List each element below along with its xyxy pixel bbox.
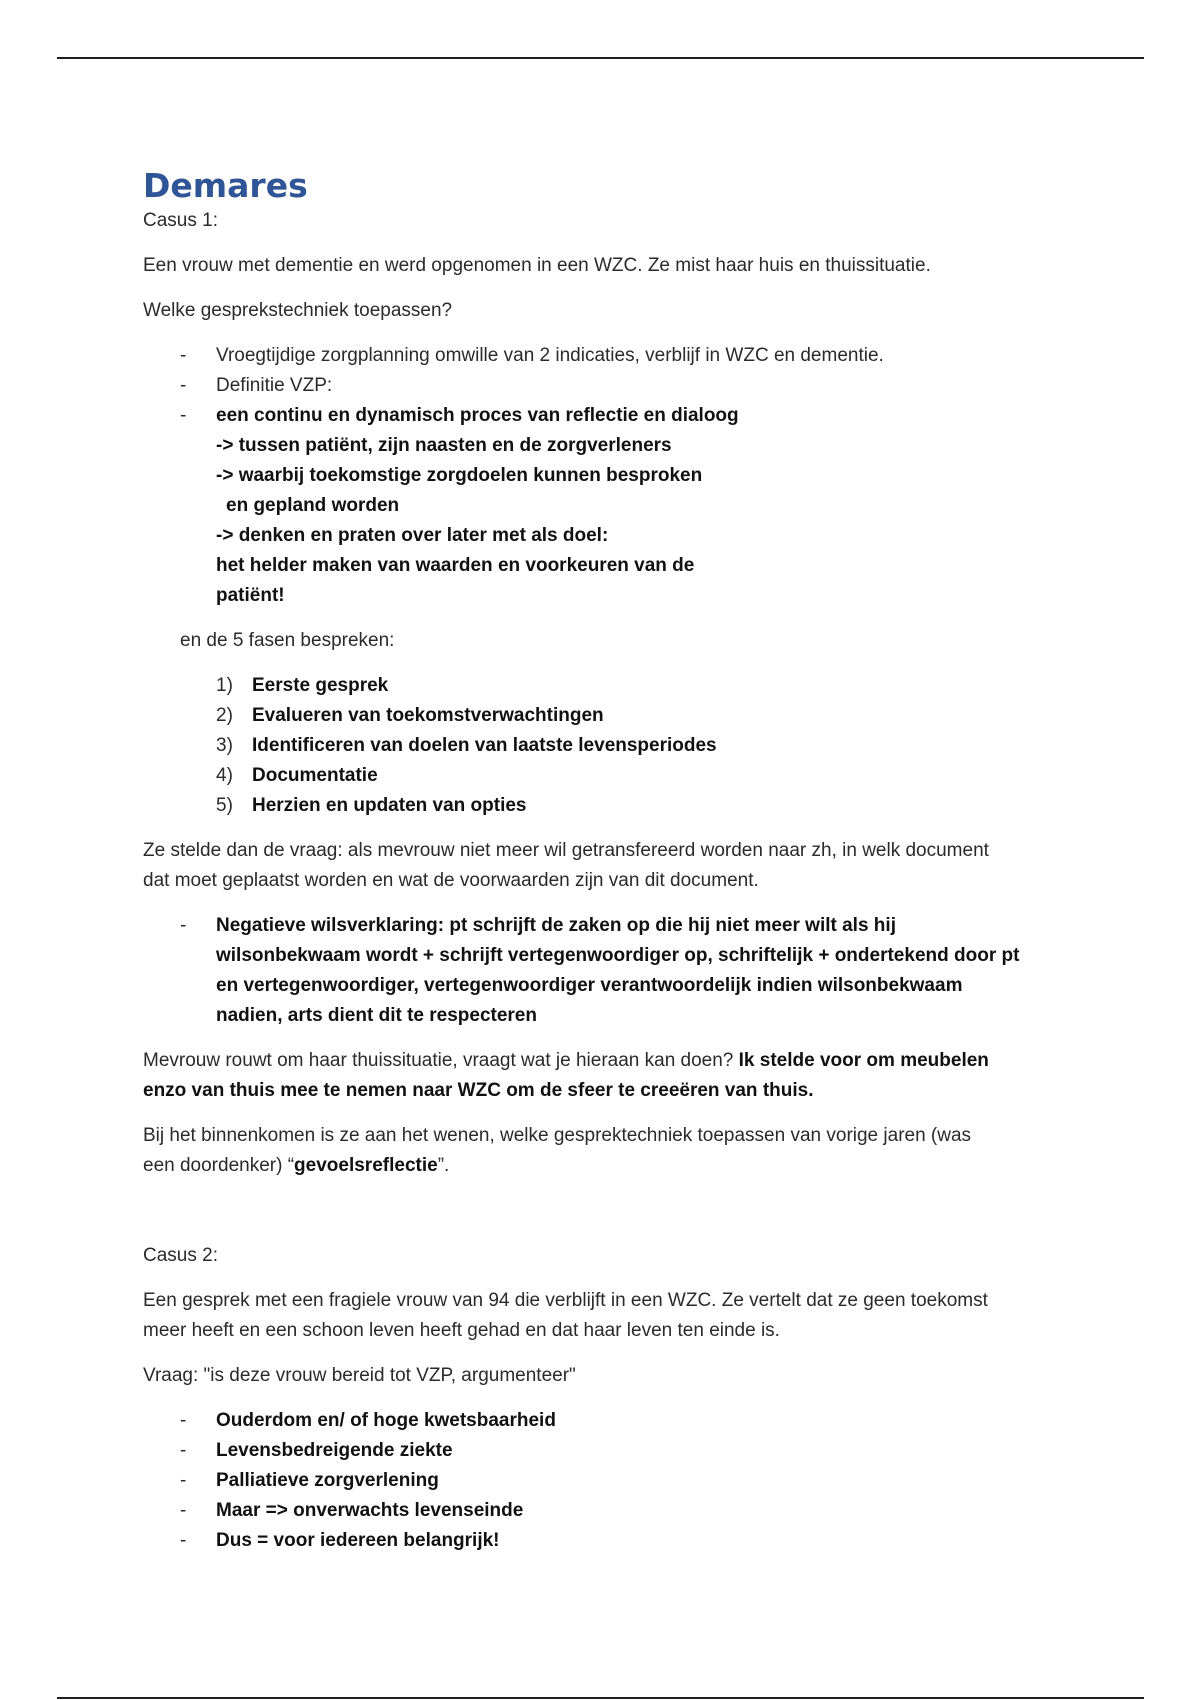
definition-line: -> denken en praten over later met als doel: bbox=[216, 525, 609, 546]
list-number: 5) bbox=[216, 795, 233, 816]
crying-paragraph bbox=[143, 1121, 1063, 1181]
list-item-line: nadien, arts dient dit te respecteren bbox=[216, 1005, 537, 1026]
dash-marker: - bbox=[180, 1530, 187, 1551]
list-number: 3) bbox=[216, 735, 233, 756]
casus2-heading: Casus 2: bbox=[143, 1245, 218, 1266]
vzp-definition bbox=[143, 431, 1063, 611]
casus1-intro: Een vrouw met dementie en werd opgenomen in een WZC. Ze mist haar huis en thuissituatie. bbox=[143, 255, 931, 276]
list-item-text: Eerste gesprek bbox=[252, 675, 389, 696]
list-item bbox=[143, 701, 1063, 731]
paragraph-bold: gevoelsreflectie bbox=[294, 1155, 438, 1176]
definition-line: -> tussen patiënt, zijn naasten en de zorgverleners bbox=[216, 435, 672, 456]
dash-marker: - bbox=[180, 345, 187, 366]
dash-marker: - bbox=[180, 405, 187, 426]
list-item-text: Levensbedreigende ziekte bbox=[216, 1440, 453, 1461]
casus2-intro bbox=[143, 1286, 1063, 1346]
casus1-heading: Casus 1: bbox=[143, 210, 218, 231]
list-item bbox=[143, 671, 1063, 701]
list-item bbox=[143, 1526, 1063, 1556]
list-number: 2) bbox=[216, 705, 233, 726]
footer-rule bbox=[57, 1697, 1144, 1699]
dash-marker: - bbox=[180, 1440, 187, 1461]
header-rule bbox=[57, 57, 1144, 59]
list-item-text: Palliatieve zorgverlening bbox=[216, 1470, 439, 1491]
section-spacer bbox=[143, 1196, 1063, 1241]
list-item-text: Identificeren van doelen van laatste levensperiodes bbox=[252, 735, 717, 756]
list-item bbox=[143, 911, 1063, 1031]
paragraph-text: ”. bbox=[437, 1155, 450, 1176]
phases-list bbox=[143, 671, 1063, 821]
paragraph-line: meer heeft en een schoon leven heeft gehad en dat haar leven ten einde is. bbox=[143, 1320, 780, 1341]
list-item bbox=[143, 1436, 1063, 1466]
list-item-text: een continu en dynamisch proces van reflectie en dialoog bbox=[216, 405, 739, 426]
list-item-text: Ouderdom en/ of hoge kwetsbaarheid bbox=[216, 1410, 556, 1431]
dash-marker: - bbox=[180, 1410, 187, 1431]
list-item-line: en vertegenwoordiger, vertegenwoordiger verantwoordelijk indien wilsonbekwaam bbox=[216, 975, 963, 996]
list-item bbox=[143, 401, 1063, 431]
casus2-answer-list bbox=[143, 1406, 1063, 1556]
definition-line: het helder maken van waarden en voorkeuren van de bbox=[216, 555, 695, 576]
paragraph-line: Een gesprek met een fragiele vrouw van 94 die verblijft in een WZC. Ze vertelt dat ze geen toekomst bbox=[143, 1290, 988, 1311]
list-item bbox=[143, 341, 1063, 371]
casus2-question: Vraag: "is deze vrouw bereid tot VZP, argumenteer" bbox=[143, 1365, 576, 1386]
paragraph-text: een doordenker) “ bbox=[143, 1155, 295, 1176]
list-number: 4) bbox=[216, 765, 233, 786]
mourning-paragraph bbox=[143, 1046, 1063, 1106]
paragraph-line: dat moet geplaatst worden en wat de voorwaarden zijn van dit document. bbox=[143, 870, 759, 891]
list-item-text: Evalueren van toekomstverwachtingen bbox=[252, 705, 604, 726]
list-item-line: Negatieve wilsverklaring: pt schrijft de zaken op die hij niet meer wilt als hij bbox=[216, 915, 896, 936]
list-item-text: Maar => onverwachts levenseinde bbox=[216, 1500, 524, 1521]
list-item-text: Vroegtijdige zorgplanning omwille van 2 indicaties, verblijf in WZC en dementie. bbox=[216, 345, 884, 366]
list-item bbox=[143, 371, 1063, 401]
dash-marker: - bbox=[180, 915, 187, 936]
document-body bbox=[143, 166, 1063, 1571]
definition-line: -> waarbij toekomstige zorgdoelen kunnen besproken bbox=[216, 465, 703, 486]
list-item bbox=[143, 791, 1063, 821]
list-item bbox=[143, 1496, 1063, 1526]
paragraph-bold: enzo van thuis mee te nemen naar WZC om de sfeer te creeëren van thuis. bbox=[143, 1080, 814, 1101]
casus1-question: Welke gesprekstechniek toepassen? bbox=[143, 300, 453, 321]
list-item-line: wilsonbekwaam wordt + schrijft vertegenwoordiger op, schriftelijk + ondertekend door pt bbox=[216, 945, 1020, 966]
definition-line: patiënt! bbox=[216, 585, 285, 606]
list-item-text: Documentatie bbox=[252, 765, 378, 786]
phases-intro: en de 5 fasen bespreken: bbox=[180, 630, 395, 651]
paragraph-line: Ze stelde dan de vraag: als mevrouw niet meer wil getransfereerd worden naar zh, in welk document bbox=[143, 840, 989, 861]
list-item-text: Definitie VZP: bbox=[216, 375, 333, 396]
list-item bbox=[143, 731, 1063, 761]
dash-marker: - bbox=[180, 1500, 187, 1521]
page-title: Demares bbox=[143, 166, 308, 205]
list-item-text: Dus = voor iedereen belangrijk! bbox=[216, 1530, 500, 1551]
definition-line: en gepland worden bbox=[226, 495, 400, 516]
list-item-text: Herzien en updaten van opties bbox=[252, 795, 527, 816]
list-item bbox=[143, 1466, 1063, 1496]
dash-marker: - bbox=[180, 375, 187, 396]
list-item bbox=[143, 1406, 1063, 1436]
casus1-answer-list bbox=[143, 341, 1063, 431]
paragraph-bold: Ik stelde voor om meubelen bbox=[738, 1050, 989, 1071]
paragraph-text: Mevrouw rouwt om haar thuissituatie, vraagt wat je hieraan kan doen? bbox=[143, 1050, 739, 1071]
dash-marker: - bbox=[180, 1470, 187, 1491]
casus1-question-2 bbox=[143, 836, 1063, 896]
list-item bbox=[143, 761, 1063, 791]
list-number: 1) bbox=[216, 675, 233, 696]
paragraph-line: Bij het binnenkomen is ze aan het wenen, welke gesprektechniek toepassen van vorige jaren (was bbox=[143, 1125, 972, 1146]
negative-declaration-list bbox=[143, 911, 1063, 1031]
